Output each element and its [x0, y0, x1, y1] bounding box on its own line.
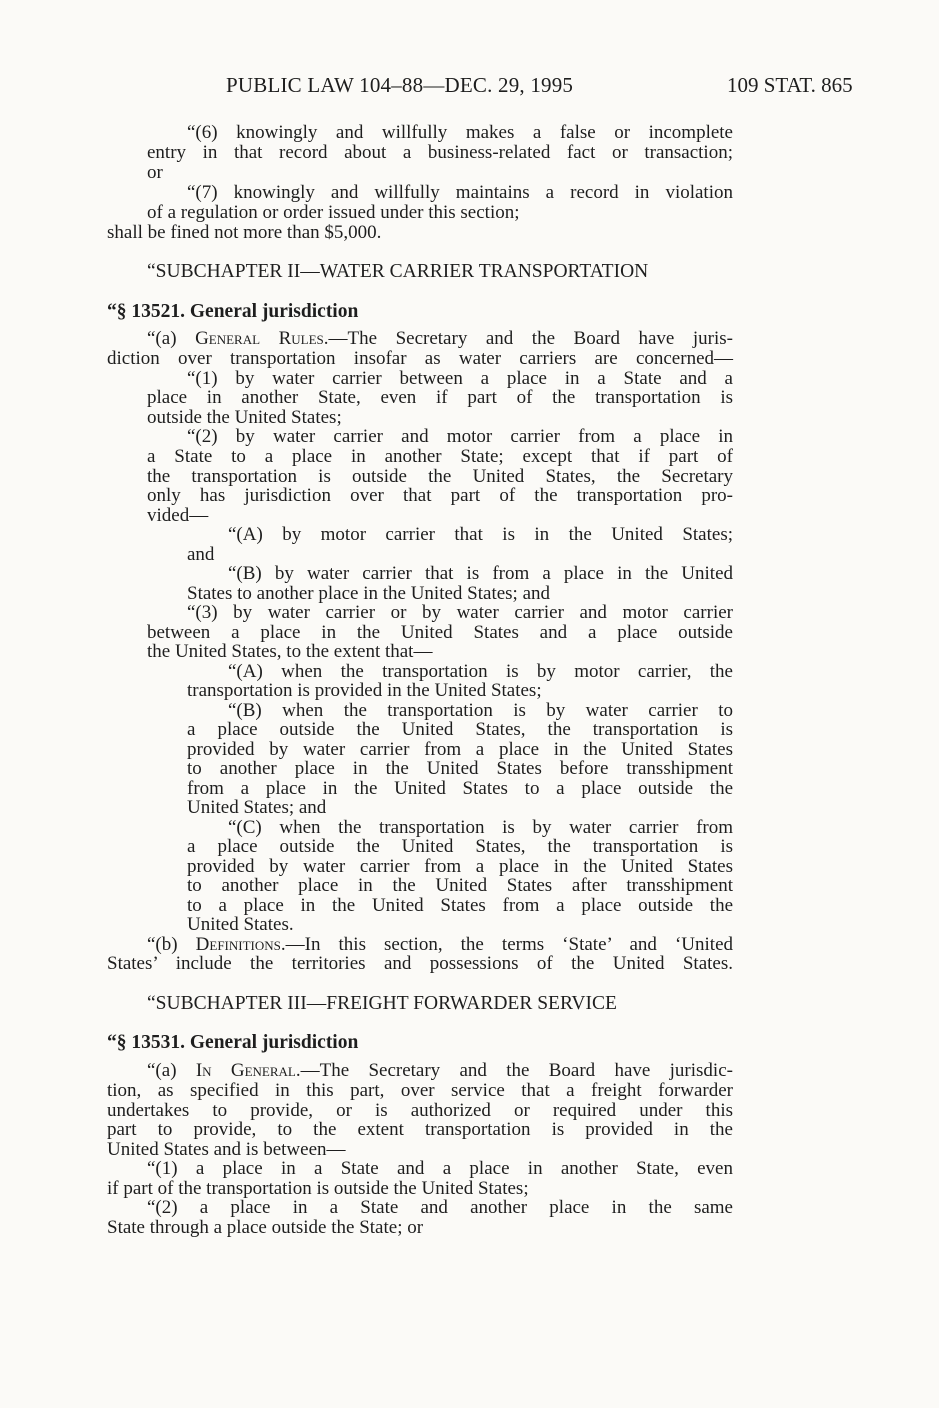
text-line: to another place in the United States before transshipment [187, 758, 733, 779]
text-line: “(2) a place in a State and another place in the same [147, 1197, 733, 1218]
running-head-title: PUBLIC LAW 104–88—DEC. 29, 1995 [226, 73, 574, 97]
subchapter-heading: “SUBCHAPTER II—WATER CARRIER TRANSPORTATION [147, 261, 649, 282]
text-line: outside the United States; [147, 407, 342, 428]
text-line: “(B) by water carrier that is from a place in the United [228, 563, 733, 584]
text-line: the transportation is outside the United States, the Secretary [147, 466, 733, 487]
text-line: tion, as specified in this part, over service that a freight forwarder [107, 1080, 733, 1101]
text-line: “(C) when the transportation is by water carrier from [228, 817, 733, 838]
text-line: place in another State, even if part of the transportation is [147, 387, 733, 408]
text-line: vided— [147, 505, 209, 526]
text-line: a place outside the United States, the transportation is [187, 719, 733, 740]
section-heading: “§ 13531. General jurisdiction [107, 1032, 359, 1053]
text-line: from a place in the United States to a place outside the [187, 778, 733, 799]
text-line: a State to a place in another State; except that if part of [147, 446, 733, 467]
text-line: “(1) by water carrier between a place in a State and a [187, 368, 733, 389]
text-line: provided by water carrier from a place in the United States [187, 739, 733, 760]
text-line: “(B) when the transportation is by water carrier to [228, 700, 733, 721]
text-line: of a regulation or order issued under this section; [147, 202, 520, 223]
text-line: shall be fined not more than $5,000. [107, 222, 382, 243]
text-line: State through a place outside the State; or [107, 1217, 424, 1238]
text-line: “(1) a place in a State and a place in another State, even [147, 1158, 733, 1179]
text-line: “(a) General Rules.—The Secretary and the Board have juris- [147, 328, 734, 349]
text-line: United States; and [187, 797, 327, 818]
text-line: diction over transportation insofar as water carriers are concerned— [107, 348, 733, 369]
text-line: “(3) by water carrier or by water carrier and motor carrier [187, 602, 733, 623]
text-line: only has jurisdiction over that part of the transportation pro- [147, 485, 733, 506]
text-line: States’ include the territories and possessions of the United States. [107, 953, 733, 974]
text-line: United States. [187, 914, 294, 935]
text-line: States to another place in the United States; and [187, 583, 551, 604]
text-line: between a place in the United States and a place outside [147, 622, 733, 643]
subchapter-heading: “SUBCHAPTER III—FREIGHT FORWARDER SERVICE [147, 993, 617, 1014]
page-number-stat: 109 STAT. 865 [727, 73, 853, 97]
text-line: undertakes to provide, or is authorized or required under this [107, 1100, 733, 1121]
text-line: “(a) In General.—The Secretary and the Board have jurisdic- [147, 1060, 733, 1081]
text-line: if part of the transportation is outside the United States; [107, 1178, 529, 1199]
text-line: United States and is between— [107, 1139, 346, 1160]
text-line: “(7) knowingly and willfully maintains a record in violation [187, 182, 733, 203]
text-line: “(b) Definitions.—In this section, the terms ‘State’ and ‘United [147, 934, 733, 955]
text-line: to a place in the United States from a place outside the [187, 895, 733, 916]
text-line: “(6) knowingly and willfully makes a false or incomplete [187, 122, 733, 143]
text-line: “(2) by water carrier and motor carrier from a place in [187, 426, 733, 447]
text-line: and [187, 544, 215, 565]
text-line: a place outside the United States, the transportation is [187, 836, 733, 857]
text-line: entry in that record about a business-related fact or transaction; [147, 142, 733, 163]
text-line: provided by water carrier from a place in the United States [187, 856, 733, 877]
text-line: the United States, to the extent that— [147, 641, 433, 662]
text-line: part to provide, to the extent transportation is provided in the [107, 1119, 733, 1140]
text-line: transportation is provided in the United States; [187, 680, 542, 701]
text-line: “(A) when the transportation is by motor carrier, the [228, 661, 733, 682]
section-heading: “§ 13521. General jurisdiction [107, 301, 359, 322]
text-line: or [147, 162, 163, 183]
text-line: “(A) by motor carrier that is in the United States; [228, 524, 733, 545]
text-line: to another place in the United States after transshipment [187, 875, 733, 896]
